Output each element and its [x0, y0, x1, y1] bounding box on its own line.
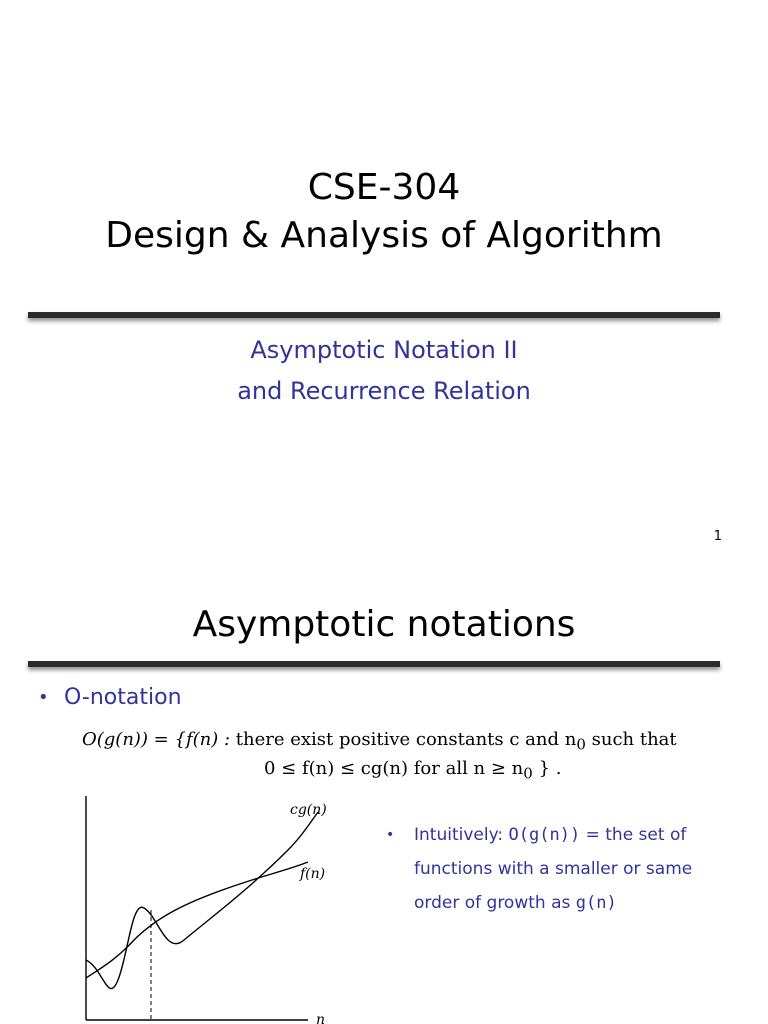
growth-graph	[78, 790, 340, 1024]
bullet-icon: •	[38, 687, 49, 708]
intuition-prefix: Intuitively:	[414, 825, 509, 845]
subtitle-line-2: and Recurrence Relation	[237, 377, 531, 405]
slide-title: Asymptotic notations	[192, 604, 576, 645]
intuition-middle: = the set of functions with a smaller or same order of growth as	[414, 825, 693, 913]
f-n-curve	[86, 812, 318, 989]
definition-line-1-text: there exist positive constants c and n	[235, 729, 577, 750]
course-title: Design & Analysis of Algorithm	[105, 215, 663, 256]
definition-line-2	[82, 757, 677, 786]
subtitle-line-1: Asymptotic Notation II	[250, 336, 518, 364]
n-axis-label: n	[316, 1012, 326, 1024]
definition-line-1-subscript: 0	[576, 735, 586, 754]
definition-line-2-tail: } .	[538, 757, 562, 779]
cg-n-label: cg(n)	[290, 802, 327, 818]
asymptotic-notations-slide	[0, 560, 768, 1024]
bullet-icon: •	[386, 827, 395, 843]
intuition-function: g(n)	[575, 893, 617, 913]
intuition-text	[386, 818, 736, 920]
cg-n-curve	[86, 862, 308, 978]
definition-line-1-tail: such that	[591, 729, 677, 750]
divider-rule	[28, 312, 720, 318]
bullet-text: O-notation	[64, 685, 182, 710]
definition-line-1	[82, 728, 677, 757]
big-o-definition	[82, 728, 677, 785]
definition-lhs: O(g(n)) = {f(n) :	[82, 729, 231, 750]
page-number: 1	[713, 529, 722, 544]
f-n-label: f(n)	[300, 866, 326, 882]
definition-line-2-subscript: 0	[523, 764, 533, 783]
intuition-bullet	[386, 818, 736, 920]
bullet-o-notation	[38, 682, 182, 714]
course-code: CSE-304	[307, 167, 461, 208]
divider-rule	[28, 661, 720, 667]
definition-line-2-text: 0 ≤ f(n) ≤ cg(n) for all n ≥ n	[264, 757, 524, 779]
intuition-notation: O(g(n))	[508, 825, 581, 845]
